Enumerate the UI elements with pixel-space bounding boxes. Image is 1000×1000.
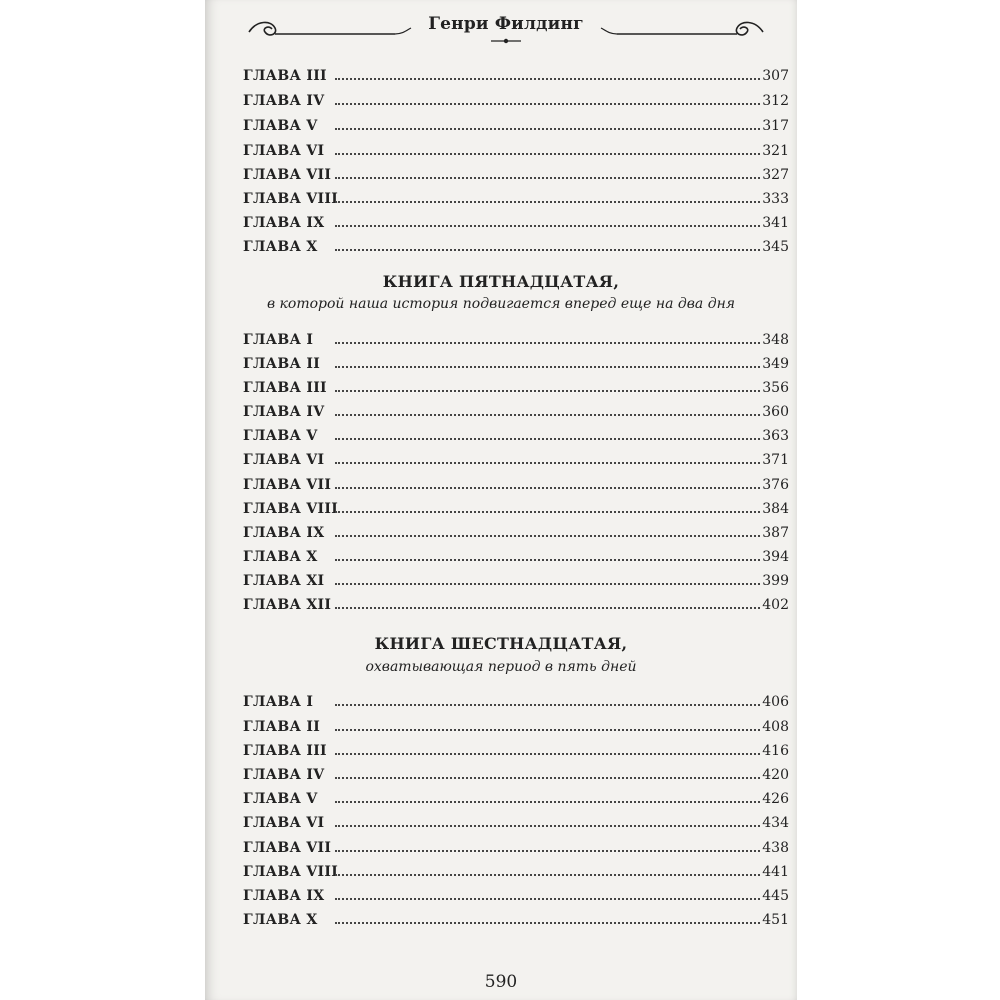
- leader-dots: [335, 77, 760, 80]
- toc-entry-page: 420: [762, 767, 789, 783]
- running-header: [245, 10, 767, 44]
- toc-entry-page: 451: [762, 912, 789, 928]
- toc-entry-label: ГЛАВА IX: [243, 525, 325, 541]
- toc-entry-label: ГЛАВА XII: [243, 597, 332, 613]
- leader-dots: [335, 127, 760, 130]
- leader-dots: [335, 365, 760, 368]
- page-number: 590: [484, 972, 518, 992]
- toc-entry-page: 416: [762, 743, 789, 759]
- leader-dots: [335, 341, 760, 344]
- book-16-title: КНИГА ШЕСТНАДЦАТАЯ,: [374, 634, 628, 653]
- toc-entry-page: 445: [762, 888, 789, 904]
- toc-entry-label: ГЛАВА IX: [243, 215, 325, 231]
- toc-entry[interactable]: [243, 332, 789, 354]
- toc-entry[interactable]: [243, 573, 789, 595]
- toc-entry[interactable]: [243, 118, 789, 140]
- toc-entry[interactable]: [243, 597, 789, 619]
- running-title: Генри Филдинг: [428, 14, 584, 34]
- toc-entry-page: 387: [762, 525, 789, 541]
- leader-dots: [335, 152, 760, 155]
- toc-entry-label: ГЛАВА VI: [243, 143, 325, 159]
- leader-dots: [335, 728, 760, 731]
- toc-entry-label: ГЛАВА VI: [243, 452, 325, 468]
- toc-entry-page: 408: [762, 719, 789, 735]
- toc-entry[interactable]: [243, 743, 789, 765]
- leader-dots: [335, 897, 760, 900]
- leader-dots: [335, 102, 760, 105]
- toc-entry-label: ГЛАВА VII: [243, 477, 332, 493]
- toc-entry-page: 438: [762, 840, 789, 856]
- toc-entry-page: 348: [762, 332, 789, 348]
- leader-dots: [335, 824, 760, 827]
- leader-dots: [335, 248, 760, 251]
- toc-entry-page: 402: [762, 597, 789, 613]
- book-15-title: КНИГА ПЯТНАДЦАТАЯ,: [382, 272, 620, 291]
- book-16-subtitle: охватывающая период в пять дней: [365, 659, 637, 675]
- book-15-subtitle: в которой наша история подвигается вперед еще на два дня: [266, 296, 736, 312]
- toc-entry-label: ГЛАВА V: [243, 428, 318, 444]
- toc-entry-label: ГЛАВА III: [243, 68, 327, 84]
- toc-entry[interactable]: [243, 477, 789, 499]
- toc-entry-label: ГЛАВА X: [243, 912, 318, 928]
- leader-dots: [335, 389, 760, 392]
- toc-entry-page: 307: [762, 68, 789, 84]
- toc-entry-page: 345: [762, 239, 789, 255]
- toc-entry-label: ГЛАВА X: [243, 549, 318, 565]
- toc-entry-label: ГЛАВА IV: [243, 404, 325, 420]
- toc-entry-label: ГЛАВА II: [243, 719, 321, 735]
- toc-entry-label: ГЛАВА IV: [243, 93, 325, 109]
- toc-entry-page: 363: [762, 428, 789, 444]
- toc-entry-page: 360: [762, 404, 789, 420]
- toc-entry-page: 441: [762, 864, 789, 880]
- toc-entry-page: 356: [762, 380, 789, 396]
- leader-dots: [335, 873, 760, 876]
- toc-entry[interactable]: [243, 356, 789, 378]
- toc-entry-label: ГЛАВА VII: [243, 167, 332, 183]
- leader-dots: [335, 200, 760, 203]
- leader-dots: [335, 461, 760, 464]
- leader-dots: [335, 224, 760, 227]
- toc-entry[interactable]: [243, 549, 789, 571]
- leader-dots: [335, 176, 760, 179]
- leader-dots: [335, 752, 760, 755]
- toc-entry-label: ГЛАВА I: [243, 332, 314, 348]
- toc-entry-page: 371: [762, 452, 789, 468]
- toc-entry[interactable]: [243, 452, 789, 474]
- toc-entry[interactable]: [243, 815, 789, 837]
- leader-dots: [335, 413, 760, 416]
- toc-entry[interactable]: [243, 93, 789, 115]
- toc-entry-label: ГЛАВА VIII: [243, 501, 339, 517]
- leader-dots: [335, 849, 760, 852]
- toc-entry-page: 333: [762, 191, 789, 207]
- toc-entry-label: ГЛАВА VIII: [243, 864, 339, 880]
- leader-dots: [335, 437, 760, 440]
- toc-entry[interactable]: [243, 791, 789, 813]
- toc-entry-label: ГЛАВА VIII: [243, 191, 339, 207]
- leader-dots: [335, 558, 760, 561]
- toc-entry[interactable]: [243, 840, 789, 862]
- toc-entry-page: 399: [762, 573, 789, 589]
- toc-entry-label: ГЛАВА XI: [243, 573, 325, 589]
- toc-entry-page: 327: [762, 167, 789, 183]
- toc-entry[interactable]: [243, 694, 789, 716]
- leader-dots: [335, 534, 760, 537]
- toc-entry[interactable]: [243, 380, 789, 402]
- leader-dots: [335, 486, 760, 489]
- toc-entry-page: 376: [762, 477, 789, 493]
- toc-entry[interactable]: [243, 167, 789, 189]
- toc-entry[interactable]: [243, 143, 789, 165]
- toc-entry-page: 406: [762, 694, 789, 710]
- leader-dots: [335, 606, 760, 609]
- toc-entry-page: 426: [762, 791, 789, 807]
- toc-entry-page: 434: [762, 815, 789, 831]
- toc-entry[interactable]: [243, 767, 789, 789]
- toc-entry-page: 321: [762, 143, 789, 159]
- leader-dots: [335, 800, 760, 803]
- toc-entry[interactable]: [243, 239, 789, 261]
- toc-entry-label: ГЛАВА III: [243, 743, 327, 759]
- toc-entry[interactable]: [243, 68, 789, 90]
- toc-entry[interactable]: [243, 428, 789, 450]
- toc-entry-page: 384: [762, 501, 789, 517]
- toc-entry-label: ГЛАВА III: [243, 380, 327, 396]
- toc-entry-label: ГЛАВА IX: [243, 888, 325, 904]
- toc-entry[interactable]: [243, 191, 789, 213]
- toc-entry-page: 394: [762, 549, 789, 565]
- leader-dots: [335, 703, 760, 706]
- leader-dots: [335, 582, 760, 585]
- toc-entry-label: ГЛАВА V: [243, 791, 318, 807]
- toc-entry-page: 317: [762, 118, 789, 134]
- toc-entry-page: 341: [762, 215, 789, 231]
- toc-entry[interactable]: [243, 525, 789, 547]
- leader-dots: [335, 776, 760, 779]
- toc-entry-label: ГЛАВА VII: [243, 840, 332, 856]
- toc-entry[interactable]: [243, 864, 789, 886]
- book-page: [205, 0, 797, 1000]
- toc-entry[interactable]: [243, 912, 789, 934]
- toc-entry[interactable]: [243, 404, 789, 426]
- toc-entry-label: ГЛАВА V: [243, 118, 318, 134]
- leader-dots: [335, 510, 760, 513]
- toc-entry[interactable]: [243, 215, 789, 237]
- toc-entry-label: ГЛАВА II: [243, 356, 321, 372]
- toc-entry[interactable]: [243, 888, 789, 910]
- toc-entry-label: ГЛАВА VI: [243, 815, 325, 831]
- toc-entry-page: 312: [762, 93, 789, 109]
- toc-entry-label: ГЛАВА I: [243, 694, 314, 710]
- toc-entry[interactable]: [243, 501, 789, 523]
- toc-entry-page: 349: [762, 356, 789, 372]
- leader-dots: [335, 921, 760, 924]
- toc-entry[interactable]: [243, 719, 789, 741]
- toc-entry-label: ГЛАВА X: [243, 239, 318, 255]
- toc-entry-label: ГЛАВА IV: [243, 767, 325, 783]
